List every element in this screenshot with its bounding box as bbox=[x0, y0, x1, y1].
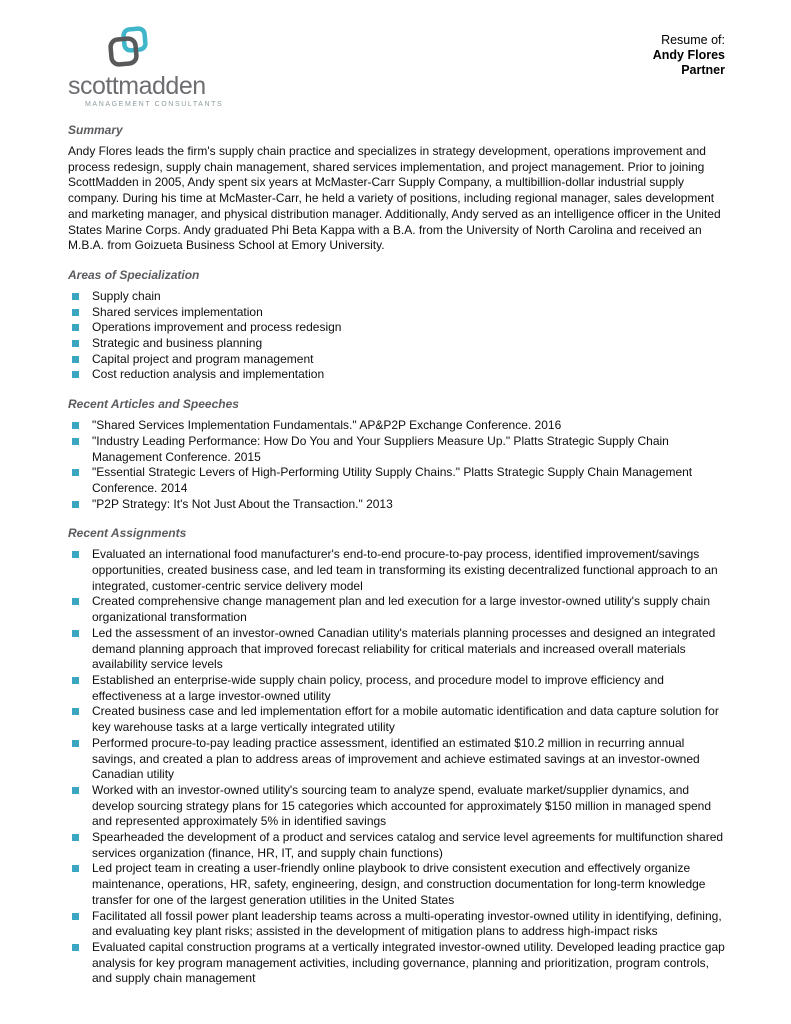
list-item bbox=[68, 704, 725, 735]
bullet-square-icon bbox=[72, 309, 79, 316]
section-recent-assignments bbox=[68, 526, 725, 987]
bullet-square-icon bbox=[72, 865, 79, 872]
bullet-square-icon bbox=[72, 677, 79, 684]
section-heading-assignments: Recent Assignments bbox=[68, 526, 187, 541]
list-item-text: Created business case and led implementation effort for a mobile automatic identification and data capture solution for key warehouse tasks at a large vertically integrated utility bbox=[92, 704, 719, 735]
list-item-text: Capital project and program management bbox=[92, 351, 314, 366]
areas-list bbox=[68, 289, 725, 383]
list-item bbox=[68, 594, 725, 625]
bullet-square-icon bbox=[72, 834, 79, 841]
list-item-text: Established an enterprise-wide supply chain policy, process, and procedure model to improve efficiency and effectiveness at a large investor-owned utility bbox=[92, 672, 664, 703]
list-item-text: Evaluated capital construction programs at a vertically integrated investor-owned utility. Developed leading practice gap analysis for key program management activities, including governance, planning and prioritization, program controls, and supply chain management bbox=[92, 939, 725, 986]
bullet-square-icon bbox=[72, 551, 79, 558]
bullet-square-icon bbox=[72, 438, 79, 445]
interlocking-squares-icon bbox=[105, 25, 155, 73]
list-item bbox=[68, 289, 725, 305]
bullet-square-icon bbox=[72, 708, 79, 715]
list-item bbox=[68, 830, 725, 861]
bullet-square-icon bbox=[72, 422, 79, 429]
bullet-square-icon bbox=[72, 371, 79, 378]
list-item bbox=[68, 673, 725, 704]
list-item-text: "Essential Strategic Levers of High-Performing Utility Supply Chains." Platts Strategic Supply Chain Management Conference. 2014 bbox=[92, 465, 693, 495]
list-item-text: Facilitated all fossil power plant leadership teams across a multi-operating investor-owned utility in identifying, defining, and evaluating key plant risks; assisted in the development of mitigation plans to address high-impact risks bbox=[92, 908, 722, 939]
list-item bbox=[68, 418, 725, 434]
list-item bbox=[68, 352, 725, 368]
list-item bbox=[68, 336, 725, 352]
bullet-square-icon bbox=[72, 293, 79, 300]
section-summary bbox=[68, 123, 725, 254]
list-item bbox=[68, 547, 725, 594]
bullet-square-icon bbox=[72, 598, 79, 605]
list-item-text: "Industry Leading Performance: How Do You and Your Suppliers Measure Up." Platts Strategic Supply Chain Management Conference. 2015 bbox=[92, 433, 669, 464]
bullet-square-icon bbox=[72, 469, 79, 476]
list-item-text: "Shared Services Implementation Fundamentals." AP&P2P Exchange Conference. 2016 bbox=[92, 418, 562, 433]
section-areas-of-specialization bbox=[68, 268, 725, 383]
list-item bbox=[68, 783, 725, 830]
list-item-text: Cost reduction analysis and implementation bbox=[92, 367, 325, 382]
bullet-square-icon bbox=[72, 501, 79, 508]
bullet-square-icon bbox=[72, 944, 79, 951]
articles-list bbox=[68, 418, 725, 512]
resume-of-label: Resume of: bbox=[661, 33, 725, 47]
bullet-square-icon bbox=[72, 324, 79, 331]
list-item bbox=[68, 434, 725, 465]
assignments-list bbox=[68, 547, 725, 987]
section-recent-articles bbox=[68, 397, 725, 512]
list-item-text: Operations improvement and process redesign bbox=[92, 320, 342, 335]
list-item-text: Performed procure-to-pay leading practice assessment, identified an estimated $10.2 million in recurring annual savings, and created a plan to address areas of improvement and achieve estimated savings at an investor-owned Canadian utility bbox=[92, 735, 700, 782]
list-item bbox=[68, 497, 725, 513]
person-title: Partner bbox=[681, 63, 725, 77]
list-item bbox=[68, 626, 725, 673]
list-item-text: Created comprehensive change management plan and led execution for a large investor-owned utility's supply chain organizational transformation bbox=[92, 594, 710, 625]
bullet-square-icon bbox=[72, 787, 79, 794]
bullet-square-icon bbox=[72, 630, 79, 637]
list-item bbox=[68, 909, 725, 940]
logo-wordmark: scottmadden bbox=[68, 72, 206, 100]
page-header bbox=[68, 25, 725, 113]
list-item-text: Strategic and business planning bbox=[92, 336, 263, 351]
bullet-square-icon bbox=[72, 340, 79, 347]
bullet-square-icon bbox=[72, 913, 79, 920]
list-item-text: Led project team in creating a user-friendly online playbook to drive consistent execution and effectively organize maintenance, operations, HR, safety, engineering, design, and construction documentation for long-term knowledge transfer for one of the largest generation utilities in the United States bbox=[92, 861, 706, 907]
list-item bbox=[68, 736, 725, 783]
list-item bbox=[68, 367, 725, 383]
logo-tagline: MANAGEMENT CONSULTANTS bbox=[85, 101, 224, 108]
list-item-text: Shared services implementation bbox=[92, 304, 263, 319]
list-item-text: Supply chain bbox=[92, 288, 161, 303]
list-item bbox=[68, 940, 725, 987]
scottmadden-logo bbox=[68, 25, 223, 108]
bullet-square-icon bbox=[72, 356, 79, 363]
person-name: Andy Flores bbox=[652, 48, 725, 62]
summary-paragraph: Andy Flores leads the firm's supply chain practice and specializes in strategy development, operations improvement and process redesign, supply chain management, shared services implementation, and project management. Prior to joining ScottMadden in 2005, Andy spent six years at McMaster-Carr Supply Company, a multibillion-dollar industrial supply company. During his time at McMaster-Carr, he held a variety of positions, including regional manager, sales development and marketing manager, and physical distribution manager. Additionally, Andy served as an intelligence officer in the United States Marine Corps. Andy graduated Phi Beta Kappa with a B.A. from the University of North Carolina and received an M.B.A. from Goizueta Business School at Emory University. bbox=[68, 144, 721, 253]
section-heading-articles: Recent Articles and Speeches bbox=[68, 397, 239, 412]
list-item bbox=[68, 861, 725, 908]
list-item bbox=[68, 305, 725, 321]
bullet-square-icon bbox=[72, 740, 79, 747]
section-heading-summary: Summary bbox=[68, 123, 123, 137]
list-item-text: Evaluated an international food manufacturer's end-to-end procure-to-pay process, identified improvement/savings opportunities, created business case, and led team in transforming its existing decentralized functional approach to an integrated, customer-centric service delivery model bbox=[92, 547, 718, 593]
list-item-text: "P2P Strategy: It's Not Just About the Transaction." 2013 bbox=[92, 496, 393, 511]
list-item-text: Worked with an investor-owned utility's sourcing team to analyze spend, evaluate market/supplier dynamics, and develop sourcing strategy plans for 15 categories which accounted for approximately $150 million in managed spend and represented approximately 5% in identified savings bbox=[92, 782, 712, 829]
list-item-text: Led the assessment of an investor-owned Canadian utility's materials planning processes and designed an integrated demand planning approach that improved forecast reliability for critical materials and increased overall materials availability service levels bbox=[92, 625, 716, 672]
section-heading-areas: Areas of Specialization bbox=[68, 267, 200, 282]
list-item bbox=[68, 465, 725, 496]
resume-of-block bbox=[653, 33, 725, 78]
list-item-text: Spearheaded the development of a product and services catalog and service level agreements for multifunction shared services organization (finance, HR, IT, and supply chain functions) bbox=[92, 830, 724, 860]
list-item bbox=[68, 320, 725, 336]
